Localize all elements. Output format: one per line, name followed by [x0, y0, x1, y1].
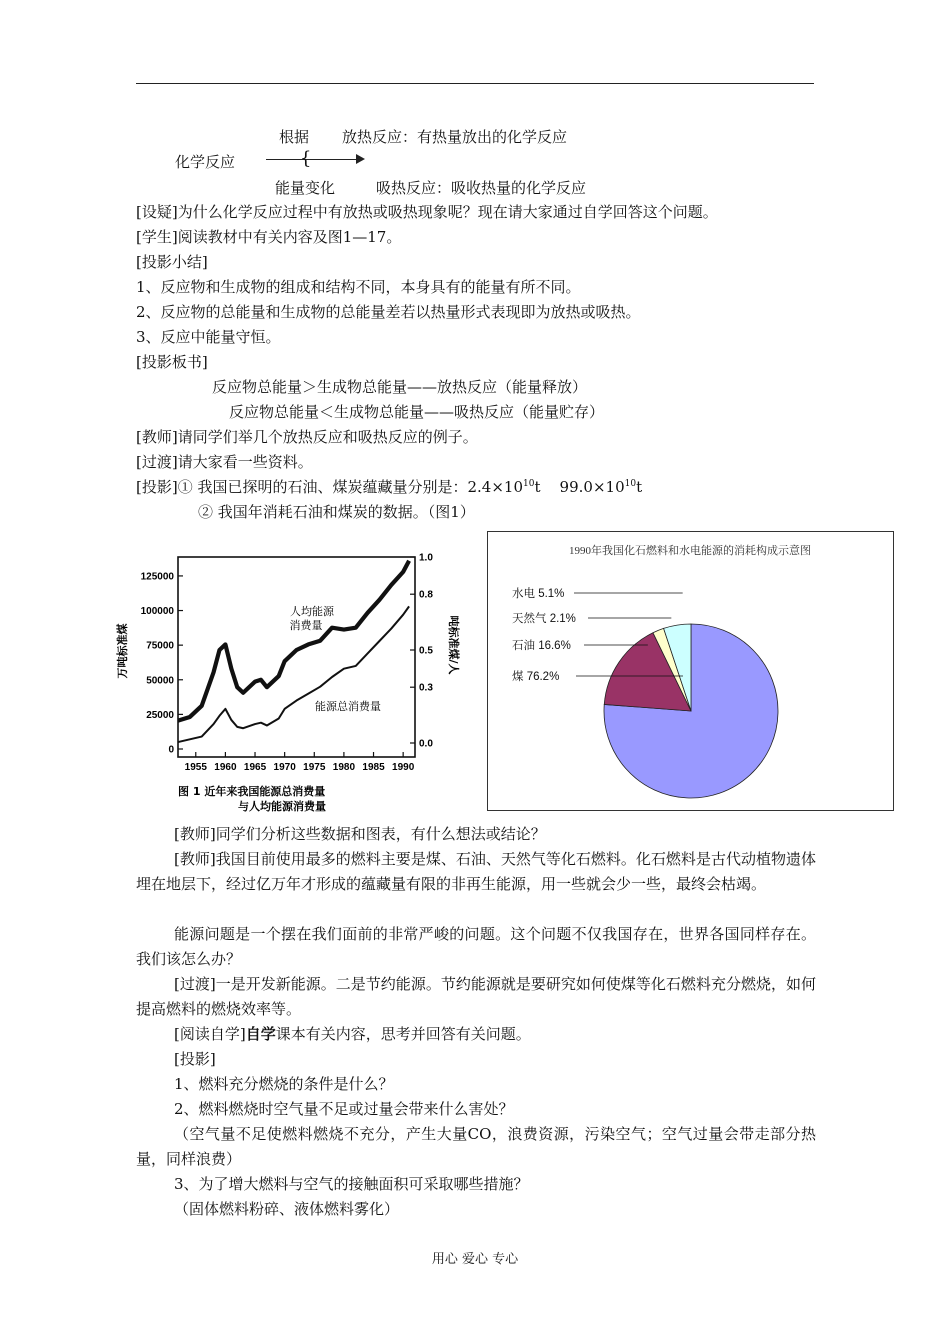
x-tick-label: 1955: [184, 762, 207, 773]
per-capita-consumption-line: [178, 561, 409, 721]
x-tick-label: 1980: [332, 762, 356, 773]
question-2: 2、燃料燃烧时空气量不足或过量会带来什么害处？: [174, 1100, 514, 1118]
diagram-endothermic-label: 吸热反应：吸收热量的化学反应: [376, 179, 587, 197]
left-tick-label: 100000: [140, 606, 174, 618]
page-footer: 用心 爱心 专心: [431, 1252, 519, 1267]
right-tick-label: 1.0: [419, 552, 433, 564]
para-energy-problem: 能源问题是一个摆在我们面前的非常严峻的问题。这个问题不仅我国存在，世界各国同样存在。我们该怎么办？: [136, 925, 816, 968]
right-tick-label: 0.5: [419, 645, 433, 657]
left-tick-label: 50000: [146, 675, 174, 687]
line-teacher-examples: [教师]请同学们举几个放热反应和吸热反应的例子。: [136, 428, 478, 446]
para-self-study: [阅读自学]自学课本有关内容，思考并回答有关问题。: [174, 1025, 531, 1043]
line-student: [学生]阅读教材中有关内容及图1—17。: [136, 228, 402, 246]
diagram-reaction-label: 化学反应: [175, 153, 236, 171]
pie-label-天然气: 天然气 2.1%: [512, 613, 576, 625]
x-tick-label: 1960: [214, 762, 237, 773]
line-summary-2: 2、反应物的总能量和生成物的总能量差若以热量形式表现即为放热或吸热。: [136, 303, 641, 321]
answer-2: （空气量不足使燃料燃烧不充分，产生大量CO，浪费资源，污染空气；空气过量会带走部分热量，同样浪费）: [136, 1125, 816, 1168]
line-board-exo: 反应物总能量＞生成物总能量——放热反应（能量释放）: [212, 378, 588, 396]
diagram-brace: {: [300, 148, 312, 169]
para-teacher-analyze: [教师]同学们分析这些数据和图表，有什么想法或结论？: [174, 825, 546, 843]
para-teacher-fossil-fuels: [教师]我国目前使用最多的燃料主要是煤、石油、天然气等化石燃料。化石燃料是古代动植物遗体埋在地层下，经过亿万年才形成的蕴藏量有限的非再生能源，用一些就会少一些，最终会枯竭。: [136, 850, 816, 893]
right-axis-label: 吨标准煤/人: [447, 615, 460, 675]
pie-label-石油: 石油 16.6%: [512, 640, 571, 652]
chart1-frame: [178, 557, 415, 757]
right-tick-label: 0.3: [419, 682, 433, 694]
total-series-label: 能源总消费量: [315, 700, 381, 713]
diagram-exothermic-label: 放热反应：有热量放出的化学反应: [342, 128, 568, 146]
x-tick-label: 1970: [273, 762, 296, 773]
line-board-heading: [投影板书]: [136, 353, 208, 371]
pie-label-水电: 水电 5.1%: [512, 588, 565, 600]
x-tick-label: 1985: [362, 762, 385, 773]
per-capita-series-label-2: 消费量: [289, 619, 323, 632]
left-axis-label: 万吨标准煤: [116, 623, 129, 679]
x-tick-label: 1990: [392, 762, 415, 773]
pie-label-煤: 煤 76.2%: [512, 671, 560, 683]
figure-caption-line-1: 图 1 近年来我国能源总消费量: [178, 785, 326, 798]
line-board-endo: 反应物总能量＜生成物总能量——吸热反应（能量贮存）: [229, 403, 605, 421]
left-tick-label: 125000: [140, 571, 174, 583]
diagram-arrow: [266, 159, 362, 160]
left-tick-label: 75000: [146, 640, 174, 652]
left-tick-label: 0: [168, 744, 174, 756]
pie-title: 1990年我国化石燃料和水电能源的消耗构成示意图: [569, 545, 811, 557]
chart1-series: [178, 561, 409, 742]
left-tick-label: 25000: [146, 709, 174, 721]
question-1: 1、燃料充分燃烧的条件是什么？: [174, 1075, 394, 1093]
chart1-axes: [178, 557, 415, 757]
line-projection-reserves: [投影]① 我国已探明的石油、煤炭蕴藏量分别是：$2.4\times 10^{10}t$ $99.0\times 10^{10}t$: [136, 478, 643, 496]
line-transition: [过渡]请大家看一些资料。: [136, 453, 313, 471]
para-transition-save-energy: [过渡]一是开发新能源。二是节约能源。节约能源就是要研究如何使煤等化石燃料充分燃烧，如何提高燃料的燃烧效率等。: [136, 975, 816, 1018]
question-3: 3、为了增大燃料与空气的接触面积可采取哪些措施？: [174, 1175, 529, 1193]
diagram-energy-change-label: 能量变化: [275, 179, 336, 197]
diagram-basis-label: 根据: [279, 128, 310, 146]
x-tick-label: 1975: [303, 762, 326, 773]
x-tick-label: 1965: [243, 762, 267, 773]
energy-consumption-line-chart: [112, 545, 462, 815]
line-summary-1: 1、反应物和生成物的组成和结构不同，本身具有的能量有所不同。: [136, 278, 581, 296]
right-tick-label: 0.0: [419, 738, 433, 750]
line-summary-3: 3、反应中能量守恒。: [136, 328, 281, 346]
figure-caption-line-2: 与人均能源消费量: [238, 800, 326, 813]
pie-slices: [604, 624, 778, 798]
energy-composition-pie-chart: [487, 531, 894, 811]
line-projection-consumption: ② 我国年消耗石油和煤炭的数据。（图1）: [198, 503, 475, 521]
per-capita-series-label-1: 人均能源: [290, 605, 334, 618]
right-tick-label: 0.8: [419, 589, 433, 601]
header-rule: [136, 83, 814, 84]
line-summary-heading: [投影小结]: [136, 253, 208, 271]
para-projection: [投影]: [174, 1050, 216, 1068]
chart1-text: [115, 604, 461, 813]
answer-3: （固体燃料粉碎、液体燃料雾化）: [174, 1200, 400, 1218]
line-question: [设疑]为什么化学反应过程中有放热或吸热现象呢？现在请大家通过自学回答这个问题。: [136, 203, 718, 221]
